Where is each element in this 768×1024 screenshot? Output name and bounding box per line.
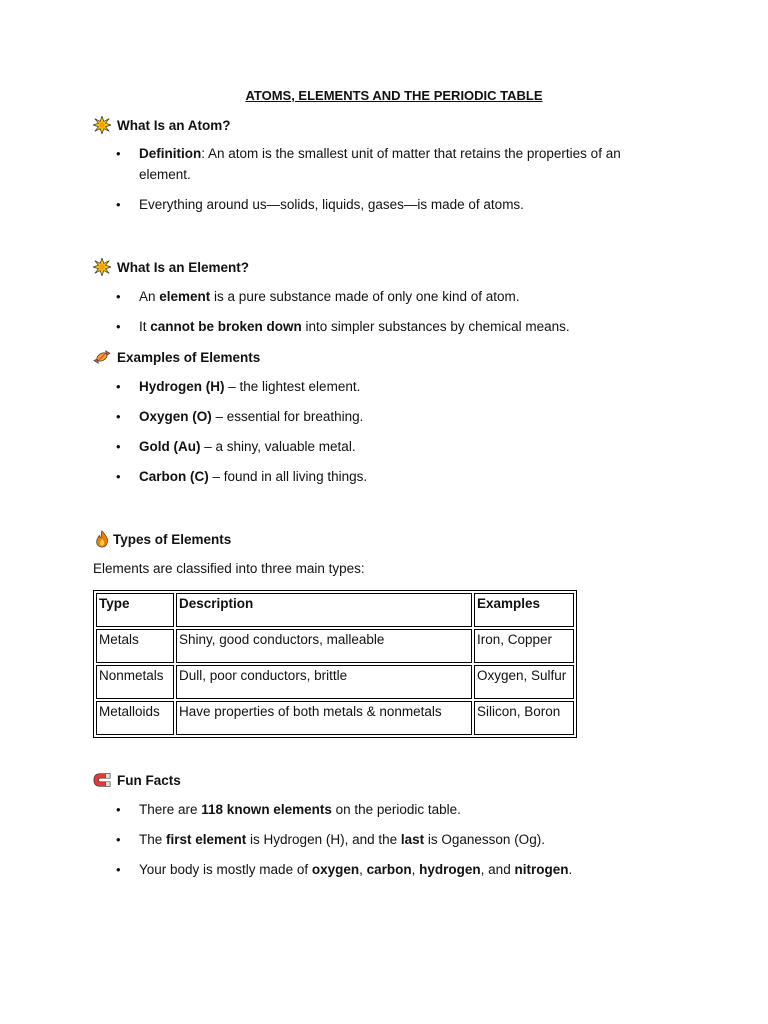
list-item [139,286,673,307]
list-item [139,194,673,215]
atom-heading-text: What Is an Atom? [117,117,231,133]
types-heading-text: Types of Elements [113,531,232,547]
text: The [139,832,167,847]
candy-icon [93,348,111,366]
facts-list [93,799,673,880]
element-name: Oxygen (O) [139,409,212,424]
bold-text: carbon [366,862,412,877]
text: into simpler substances by chemical means. [301,319,570,334]
table-header: Examples [474,593,574,627]
element-heading-text: What Is an Element? [117,259,250,275]
list-item [139,436,673,457]
table-cell: Metals [96,629,174,663]
magnet-icon [93,771,111,789]
bold-text: cannot be broken down [150,319,302,334]
text: There are [139,802,202,817]
bold-text: last [400,832,425,847]
document-page [93,86,673,880]
bold-text: oxygen [311,862,360,877]
table-cell: Nonmetals [96,665,174,699]
table-header: Description [176,593,472,627]
list-item [139,829,673,850]
list-item [139,376,673,397]
atom-list [93,143,673,215]
list-item [139,466,673,487]
list-item [139,143,673,185]
element-desc: – found in all living things. [208,469,368,484]
table-cell: Metalloids [96,701,174,735]
examples-list [93,376,673,487]
text: , [411,862,420,877]
element-heading [93,257,673,277]
element-desc: – essential for breathing. [211,409,364,424]
table-cell: Silicon, Boron [474,701,574,735]
list-item [139,799,673,820]
table-row [96,665,574,699]
fire-icon [93,530,111,548]
list-item [139,406,673,427]
types-table [93,590,577,738]
element-desc: – a shiny, valuable metal. [200,439,356,454]
atom-heading [93,115,673,135]
definition-label: Definition [139,146,202,161]
definition-text: : An atom is the smallest unit of matter that retains the properties of an element. [139,146,621,182]
list-item [139,859,673,880]
list-item [139,316,673,337]
atom-fact-text: Everything around us—solids, liquids, gases—is made of atoms. [139,197,524,212]
table-cell: Have properties of both metals & nonmetals [176,701,472,735]
table-cell: Iron, Copper [474,629,574,663]
table-cell: Oxygen, Sulfur [474,665,574,699]
text: on the periodic table. [331,802,461,817]
examples-heading-text: Examples of Elements [117,349,261,365]
text: It [139,319,151,334]
text: An [139,289,160,304]
element-list [93,286,673,337]
table-cell: Shiny, good conductors, malleable [176,629,472,663]
text: , [359,862,367,877]
table-row [96,701,574,735]
element-name: Carbon (C) [139,469,209,484]
element-desc: – the lightest element. [224,379,361,394]
text: is Oganesson (Og). [424,832,545,847]
element-name: Gold (Au) [139,439,201,454]
text: is Hydrogen (H), and the [246,832,401,847]
examples-heading [93,347,673,367]
facts-heading [93,770,673,790]
sparkle-icon [93,116,111,134]
bold-text: element [159,289,211,304]
bold-text: hydrogen [419,862,481,877]
page-title: ATOMS, ELEMENTS AND THE PERIODIC TABLE [245,88,543,103]
table-row [96,629,574,663]
text: , and [480,862,515,877]
types-intro: Elements are classified into three main types: [93,561,365,576]
bold-text: nitrogen [514,862,569,877]
bold-text: 118 known elements [201,802,332,817]
text: is a pure substance made of only one kind of atom. [210,289,520,304]
types-heading [93,529,673,549]
table-cell: Dull, poor conductors, brittle [176,665,472,699]
bold-text: first element [166,832,247,847]
sparkle-icon [93,258,111,276]
element-name: Hydrogen (H) [139,379,225,394]
table-header-row [96,593,574,627]
table-header: Type [96,593,174,627]
text: Your body is mostly made of [139,862,312,877]
text: . [568,862,573,877]
facts-heading-text: Fun Facts [117,772,181,788]
